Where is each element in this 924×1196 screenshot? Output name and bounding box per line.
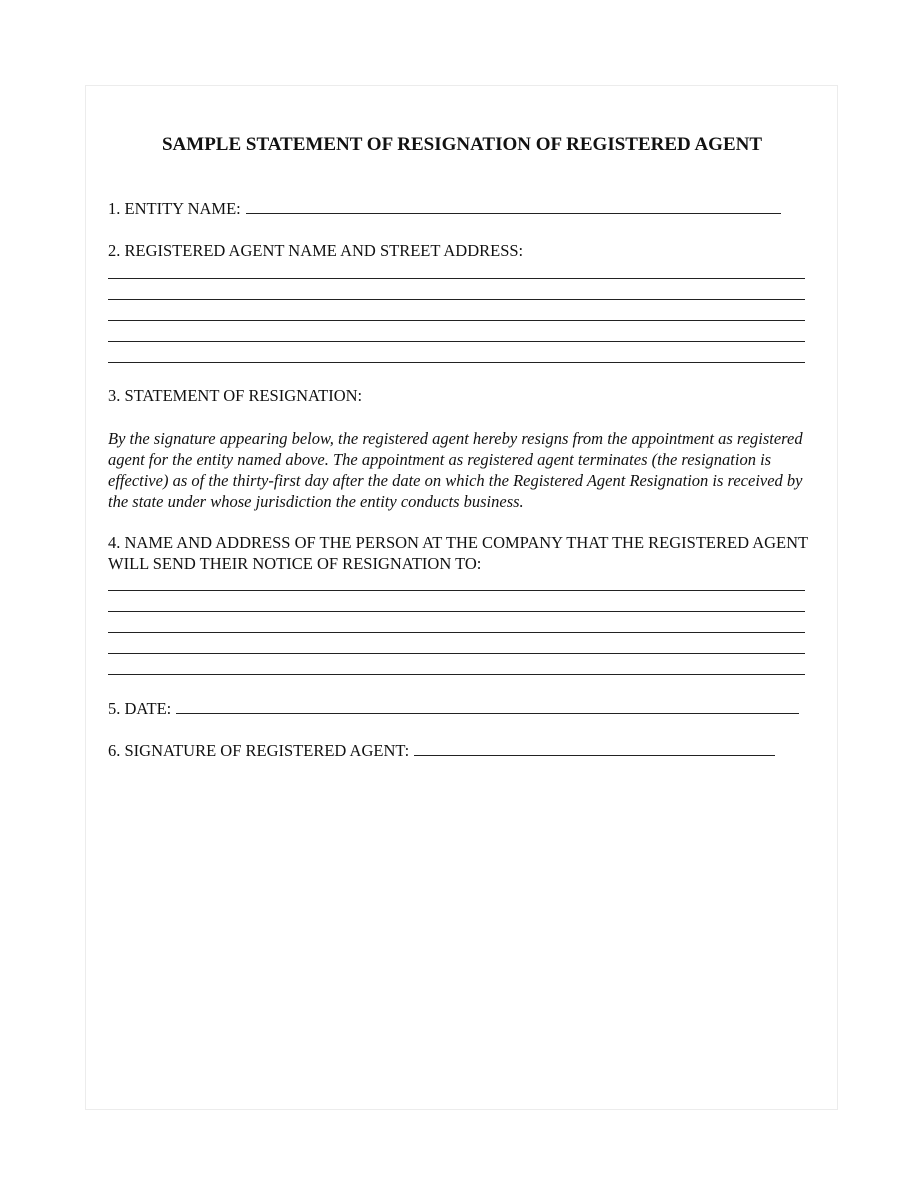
- registered-agent-address-heading: [108, 241, 523, 261]
- entity-name-blank[interactable]: [246, 199, 781, 214]
- entity-name-field: [108, 199, 781, 219]
- statement-paragraph: By the signature appearing below, the registered agent hereby resigns from the appointment as registered agent for the entity named above. The appointment as registered agent terminates (the resignation is effective) as of the thirty-first day after the date on which the Registered Agent Resignation is received by the state under whose jurisdiction the entity conducts business.: [108, 429, 803, 511]
- recipient-line-5[interactable]: [108, 674, 805, 675]
- address-line-3[interactable]: [108, 320, 805, 321]
- address-line-2[interactable]: [108, 299, 805, 300]
- notice-recipient-heading: 4. NAME AND ADDRESS OF THE PERSON AT THE COMPANY THAT THE REGISTERED AGENT WILL SEND THEIR NOTICE OF RESIGNATION TO:: [108, 533, 808, 573]
- address-line-1[interactable]: [108, 278, 805, 279]
- recipient-line-2[interactable]: [108, 611, 805, 612]
- date-blank[interactable]: [176, 699, 799, 714]
- registered-agent-address-label: 2. REGISTERED AGENT NAME AND STREET ADDRESS:: [108, 241, 524, 260]
- signature-field: [108, 741, 775, 761]
- entity-name-label: 1. ENTITY NAME:: [108, 199, 241, 218]
- date-field: [108, 699, 799, 719]
- document-title: SAMPLE STATEMENT OF RESIGNATION OF REGISTERED AGENT: [161, 134, 763, 155]
- address-line-5[interactable]: [108, 362, 805, 363]
- date-label: 5. DATE:: [108, 699, 172, 718]
- recipient-line-4[interactable]: [108, 653, 805, 654]
- signature-label: 6. SIGNATURE OF REGISTERED AGENT:: [108, 741, 410, 760]
- recipient-line-1[interactable]: [108, 590, 805, 591]
- statement-label: 3. STATEMENT OF RESIGNATION:: [108, 386, 363, 405]
- address-line-4[interactable]: [108, 341, 805, 342]
- statement-heading: [108, 386, 362, 406]
- signature-blank[interactable]: [414, 741, 775, 756]
- document-page: [85, 85, 838, 1110]
- recipient-line-3[interactable]: [108, 632, 805, 633]
